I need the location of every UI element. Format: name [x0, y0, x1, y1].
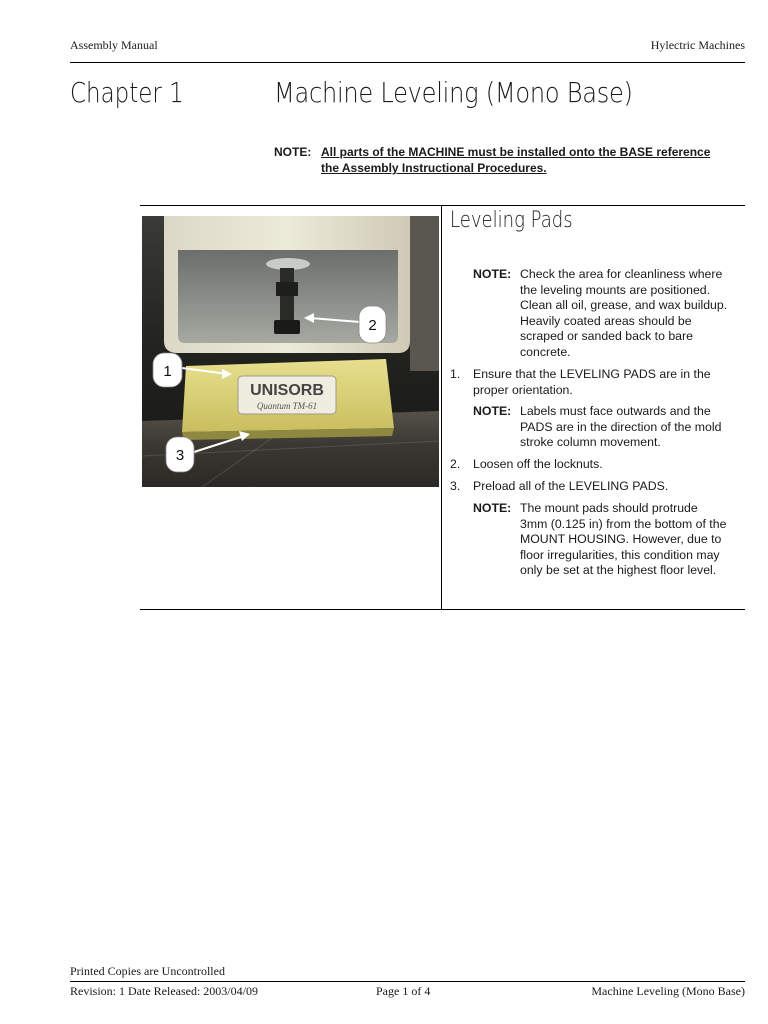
step-number: 2. — [450, 457, 461, 471]
table-column-divider — [441, 205, 442, 610]
section-title: Leveling Pads — [450, 208, 573, 233]
callout-3-number: 3 — [175, 447, 185, 464]
callout-2 — [359, 306, 386, 343]
footer-rule — [70, 981, 745, 982]
note-line: PADS are in the direction of the mold — [520, 419, 722, 434]
top-note-line: the Assembly Instructional Procedures. — [321, 161, 547, 175]
note-line: Heavily coated areas should be — [520, 313, 692, 328]
callout-1 — [153, 353, 182, 387]
note-line: floor irregularities, this condition may — [520, 547, 720, 562]
footer-page-number: Page 1 of 4 — [376, 984, 431, 998]
locknut — [274, 320, 300, 334]
header-manual-name: Assembly Manual — [70, 38, 158, 52]
note-text — [520, 404, 721, 451]
header-rule — [70, 62, 745, 63]
note-line: scraped or sanded back to bare — [520, 329, 693, 344]
note-line: concrete. — [520, 344, 571, 359]
note-line: the leveling mounts are positioned. — [520, 282, 711, 297]
callout-3 — [166, 437, 194, 472]
step-line: Preload all of the LEVELING PADS. — [473, 479, 669, 493]
top-note-text — [321, 144, 746, 176]
note-line: The mount pads should protrude — [520, 501, 698, 515]
note-label: NOTE: — [473, 404, 512, 418]
note-line: Labels must face outwards and the — [520, 404, 711, 418]
table-top-rule — [140, 205, 745, 206]
note-text — [520, 501, 726, 579]
leveling-pad-photo — [142, 216, 439, 487]
step-number: 3. — [450, 479, 461, 493]
step-locknuts — [473, 457, 745, 473]
note-line: stroke column movement. — [520, 435, 661, 450]
callout-2-number: 2 — [368, 317, 377, 334]
step-line: Ensure that the LEVELING PADS are in the — [473, 367, 711, 381]
pad-brand-text: UNISORB — [250, 382, 324, 399]
header-company-name: Hylectric Machines — [650, 38, 745, 52]
note-line: only be set at the highest floor level. — [520, 563, 717, 578]
step-orientation — [473, 367, 745, 398]
step-line: proper orientation. — [473, 382, 573, 397]
note-label: NOTE: — [473, 501, 512, 515]
note-line: Check the area for cleanliness where — [520, 267, 723, 281]
chapter-label: Chapter 1 — [70, 76, 184, 109]
footer-uncontrolled-notice: Printed Copies are Uncontrolled — [70, 964, 225, 978]
step-preload — [473, 479, 745, 495]
footer-document-title: Machine Leveling (Mono Base) — [591, 984, 745, 998]
footer-revision: Revision: 1 Date Released: 2003/04/09 — [70, 984, 258, 998]
note-label: NOTE: — [473, 267, 512, 281]
note-text — [520, 267, 727, 361]
note-line: Clean all oil, grease, and wax buildup. — [520, 298, 728, 313]
note-line: 3mm (0.125 in) from the bottom of the — [520, 516, 727, 531]
pad-model-text: Quantum TM-61 — [256, 401, 318, 411]
top-note-line: All parts of the MACHINE must be installed onto the BASE reference — [321, 145, 711, 159]
note-line: MOUNT HOUSING. However, due to — [520, 532, 722, 547]
top-note-label: NOTE: — [274, 145, 312, 159]
chapter-title: Machine Leveling (Mono Base) — [274, 76, 633, 109]
step-line: Loosen off the locknuts. — [473, 457, 603, 471]
step-number: 1. — [450, 367, 461, 381]
callout-1-number: 1 — [163, 363, 172, 380]
table-bottom-rule — [140, 609, 745, 610]
